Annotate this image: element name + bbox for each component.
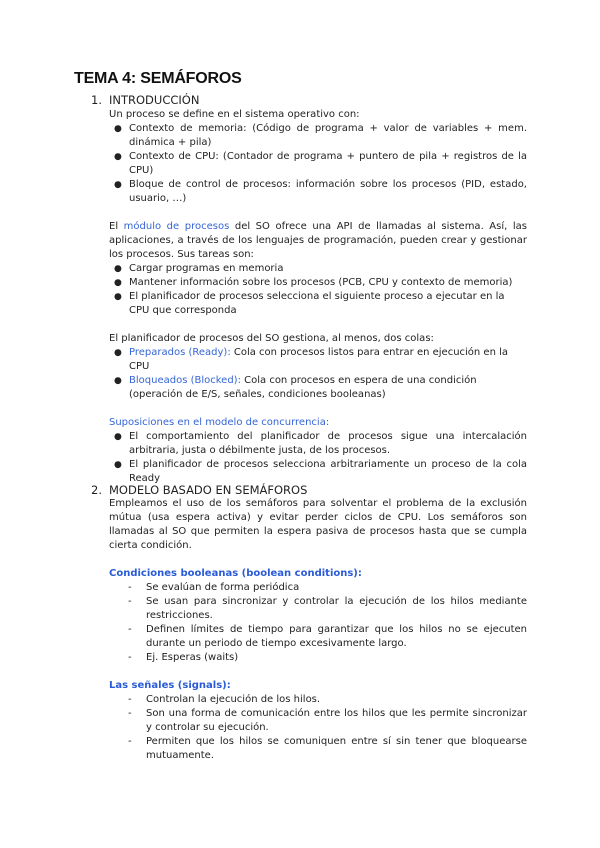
assumptions-list: [109, 430, 527, 486]
intro-paragraph: Un proceso se define en el sistema operativo con:: [109, 109, 360, 120]
signals-heading: Las señales (signals):: [109, 680, 231, 691]
section-1-number: 1.: [91, 93, 102, 107]
list-item: ● El comportamiento del planificador de procesos sigue una intercalación arbitraria, justa o débilmente justa, de los procesos.: [114, 431, 527, 456]
page-title: TEMA 4: SEMÁFOROS: [74, 70, 242, 87]
list-item: - Controlan la ejecución de los hilos.: [128, 694, 321, 705]
list-item: - Permiten que los hilos se comuniquen entre sí sin tener que bloquearse mutuamente.: [128, 736, 527, 761]
queues-list: [109, 346, 527, 402]
tasks-list: [109, 262, 527, 318]
bullet-icon: ●: [114, 278, 122, 288]
assumptions-heading: Suposiciones en el modelo de concurrencia:: [109, 417, 330, 428]
section-2-number: 2.: [91, 483, 102, 497]
list-item: - Se evalúan de forma periódica: [128, 582, 300, 593]
bullet-icon: ●: [114, 292, 122, 302]
bullet-icon: ●: [114, 432, 122, 442]
dash-icon: -: [128, 694, 132, 705]
dash-icon: -: [128, 582, 132, 593]
list-item: ● El planificador de procesos selecciona el siguiente proceso a ejecutar en la CPU que corresponda: [114, 291, 505, 316]
blocked-queue-term: Bloqueados (Blocked):: [129, 375, 241, 386]
scheduler-paragraph: El planificador de procesos del SO gestiona, al menos, dos colas:: [109, 333, 434, 344]
list-item: ● Contexto de memoria: (Código de programa + valor de variables + mem. dinámica + pila): [114, 123, 527, 148]
signals-list: [109, 693, 527, 763]
bullet-icon: ●: [114, 152, 122, 162]
list-item: ● Cargar programas en memoria: [114, 263, 284, 274]
list-item: - Se usan para sincronizar y controlar la ejecución de los hilos mediante restricciones.: [128, 596, 527, 621]
section-1-heading: [91, 93, 199, 107]
dash-icon: -: [128, 624, 132, 635]
dash-icon: -: [128, 708, 132, 719]
dash-icon: -: [128, 596, 132, 607]
ready-queue-term: Preparados (Ready):: [129, 347, 231, 358]
process-definition-list: [109, 122, 527, 206]
semaphores-paragraph: Empleamos el uso de los semáforos para solventar el problema de la exclusión mútua (usa espera activa) y evitar perder ciclos de CPU. Los semáforos son llamadas al SO que permiten la espera pasiva de procesos hasta que se cumpla cierta condición.: [109, 498, 527, 551]
list-item: - Son una forma de comunicación entre los hilos que les permite sincronizar y controlar su ejecución.: [128, 708, 527, 733]
dash-icon: -: [128, 736, 132, 747]
section-1-title: INTRODUCCIÓN: [109, 93, 200, 107]
list-item: ● Mantener información sobre los procesos (PCB, CPU y contexto de memoria): [114, 277, 513, 288]
list-item: ● El planificador de procesos selecciona arbitrariamente un proceso de la cola Ready: [114, 459, 527, 484]
list-item: ● Contexto de CPU: (Contador de programa + puntero de pila + registros de la CPU): [114, 151, 527, 176]
bullet-icon: ●: [114, 264, 122, 274]
bullet-icon: ●: [114, 460, 122, 470]
list-item: - Definen límites de tiempo para garantizar que los hilos no se ejecuten durante un periodo de tiempo excesivamente largo.: [128, 624, 527, 649]
section-1-body: [109, 108, 527, 486]
list-item: - Ej. Esperas (waits): [128, 652, 239, 663]
bullet-icon: ●: [114, 124, 122, 134]
list-item: ● Preparados (Ready): Cola con procesos listos para entrar en ejecución en la CPU: [114, 347, 509, 372]
process-module-term: módulo de procesos: [123, 221, 230, 232]
bullet-icon: ●: [114, 348, 122, 358]
boolean-conditions-heading: Condiciones booleanas (boolean conditions):: [109, 568, 362, 579]
dash-icon: -: [128, 652, 132, 663]
boolean-conditions-list: [109, 581, 527, 665]
list-item: ● Bloque de control de procesos: información sobre los procesos (PID, estado, usuario, …): [114, 179, 527, 204]
section-2-body: [109, 497, 527, 763]
bullet-icon: ●: [114, 376, 122, 386]
process-module-paragraph: El módulo de procesos del SO ofrece una API de llamadas al sistema. Así, las aplicaciones, a través de los lenguajes de programación, pueden crear y gestionar los procesos. Sus tareas son:: [109, 221, 527, 260]
section-2-title: MODELO BASADO EN SEMÁFOROS: [109, 483, 308, 497]
list-item: ● Bloqueados (Blocked): Cola con procesos en espera de una condición (operación de E/S, señales, condiciones booleanas): [114, 375, 477, 400]
bullet-icon: ●: [114, 180, 122, 190]
section-2-heading: [91, 483, 307, 497]
